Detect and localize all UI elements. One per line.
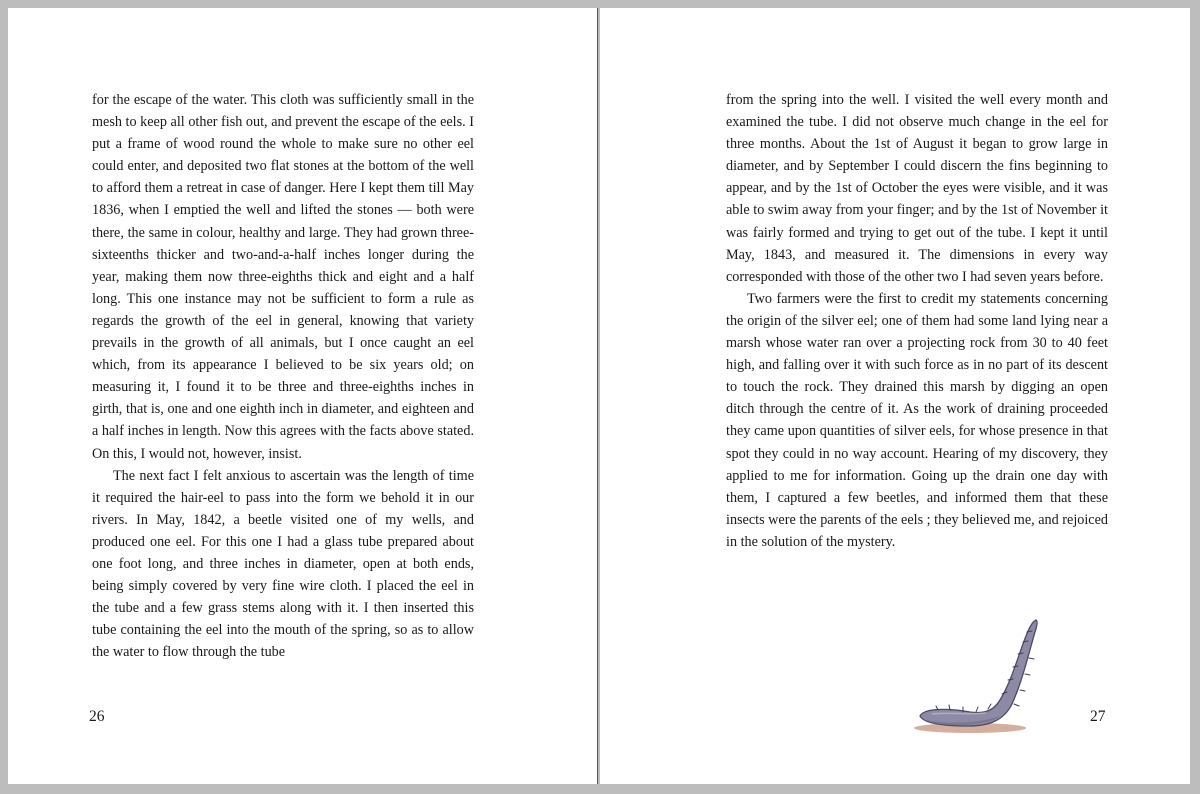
page-number: 26	[89, 708, 105, 725]
paragraph: for the escape of the water. This cloth was sufficiently small in the mesh to keep all other fish out, and prevent the escape of the eels. I put a frame of wood round the whole to make sure no other eel could enter, and deposited two flat stones at the bottom of the well to afford them a retreat in case of danger. Here I kept them till May 1836, when I emptied the well and lifted the stones — both were there, the same in colour, healthy and large. They had grown three-sixteenths thicker and two-and-a-half inches longer during the year, making them now three-eighths thick and eight and a half long. This one instance may not be sufficient to form a rule as regards the growth of the eel in general, knowing that variety prevails in the growth of all animals, but I once caught an eel which, from its appearance I believed to be six years old; on measuring it, I found it to be three and three-eighths inches in girth, that is, one and one eighth inch in diameter, and eighteen and a half inches in length. Now this agrees with the facts above stated. On this, I would not, however, insist.	[92, 92, 474, 462]
left-page	[8, 8, 598, 784]
paragraph: Two farmers were the first to credit my statements concerning the origin of the silver eel; one of them had some land lying near a marsh whose water ran over a projecting rock from 30 to 40 feet high, and falling over it with such force as in no part of its descent to touch the rock. They drained this marsh by digging an open ditch through the centre of it. As the work of draining proceeded they came upon quantities of silver eels, for whose presence in that spot they could in no way account. Hearing of my discovery, they applied to me for information. Going up the drain one day with them, I captured a few beetles, and informed them that these insects were the parents of the eels ; they believed me, and rejoiced in the solution of the mystery.	[726, 290, 1108, 550]
right-page	[600, 8, 1190, 784]
page-number: 27	[1090, 708, 1106, 725]
left-page-text	[92, 89, 474, 663]
right-page-text	[726, 89, 1108, 553]
hair-eel-illustration-icon	[908, 612, 1058, 738]
paragraph: from the spring into the well. I visited the well every month and examined the tube. I did not observe much change in the eel for three months. About the 1st of August it began to grow large in diameter, and by September I could discern the fins beginning to appear, and by the 1st of October the eyes were visible, and it was able to swim away from your finger; and by the 1st of November it was fairly formed and trying to get out of the tube. I kept it until May, 1843, and measured it. The dimensions in every way corresponded with those of the other two I had seven years before.	[726, 92, 1108, 285]
paragraph: The next fact I felt anxious to ascertain was the length of time it required the hair-eel to pass into the form we behold it in our rivers. In May, 1842, a beetle visited one of my wells, and produced one eel. For this one I had a glass tube prepared about one foot long, and three inches in diameter, open at both ends, being simply covered by very fine wire cloth. I placed the eel in the tube and a few grass stems along with it. I then inserted this tube containing the eel into the mouth of the spring, so as to allow the water to flow through the tube	[92, 467, 474, 661]
